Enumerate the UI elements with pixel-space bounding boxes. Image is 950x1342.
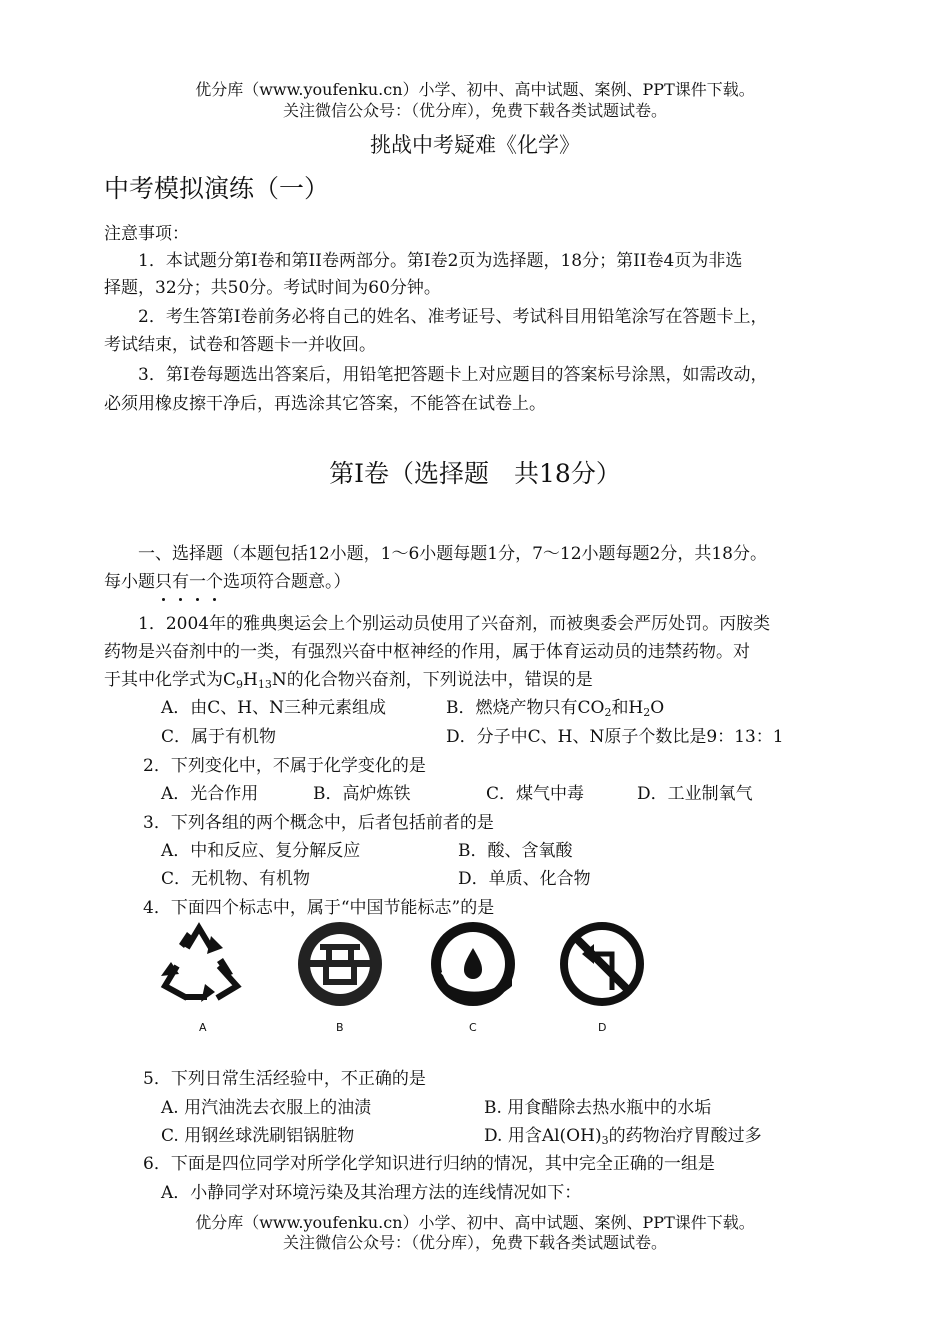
q5-option-b: B. 用食醋除去热水瓶中的水垢 xyxy=(484,1098,712,1118)
instructions-line-1: 一、选择题（本题包括12小题，1～6小题每题1分，7～12小题每题2分，共18分。 xyxy=(138,544,767,564)
part-title: 第I卷（选择题 共18分） xyxy=(329,459,621,488)
q3-option-b: B．酸、含氧酸 xyxy=(458,841,573,861)
q5-option-c: C. 用钢丝球洗刷铝锅脏物 xyxy=(161,1126,355,1146)
logo-label-a: A xyxy=(199,1021,207,1034)
note-2a: 2．考生答第I卷前务必将自己的姓名、准考证号、考试科目用铅笔涂写在答题卡上， xyxy=(138,307,768,327)
recycle-icon xyxy=(157,918,245,1008)
note-1a: 1．本试题分第I卷和第II卷两部分。第I卷2页为选择题，18分；第II卷4页为非选 xyxy=(138,251,743,271)
q3-option-d: D．单质、化合物 xyxy=(458,869,591,889)
q1-option-b: B．燃烧产物只有$CO_2$和$H_2O$ xyxy=(446,698,665,719)
q4-stem: 4．下面四个标志中，属于“中国节能标志”的是 xyxy=(143,898,495,918)
q5-option-a: A. 用汽油洗去衣服上的油渍 xyxy=(161,1098,372,1118)
q1-line-1: 1．2004年的雅典奥运会上个别运动员使用了兴奋剂，而被奥委会严厉处罚。丙胺类 xyxy=(138,614,771,634)
q5-stem: 5．下列日常生活经验中，不正确的是 xyxy=(143,1069,426,1089)
instructions-pre: 每小题 xyxy=(104,572,155,592)
q6-option-a: A．小静同学对环境污染及其治理方法的连线情况如下： xyxy=(161,1183,582,1203)
instructions-post: 选项符合题意。） xyxy=(223,572,351,592)
q3-stem: 3．下列各组的两个概念中，后者包括前者的是 xyxy=(143,813,494,833)
note-1b: 择题，32分；共50分。考试时间为60分钟。 xyxy=(104,278,441,298)
note-3b: 必须用橡皮擦干净后，再选涂其它答案，不能答在试卷上。 xyxy=(104,394,546,414)
q2-option-b: B．高炉炼铁 xyxy=(313,784,411,804)
book-title: 挑战中考疑难《化学》 xyxy=(370,133,580,157)
header-line-2: 关注微信公众号：（优分库），免费下载各类试题试卷。 xyxy=(282,101,667,120)
q1-line-3: 于其中化学式为$C_9H_{13}N$的化合物兴奋剂，下列说法中，错误的是 xyxy=(104,670,593,691)
notes-label: 注意事项： xyxy=(104,224,189,244)
q1-option-c: C．属于有机物 xyxy=(161,727,277,747)
emphasis-char: 一 xyxy=(189,567,206,592)
emphasis-char: 只 xyxy=(155,567,172,592)
emphasis-char: 有 xyxy=(172,567,189,592)
q6-stem: 6．下面是四位同学对所学化学知识进行归纳的情况，其中完全正确的一组是 xyxy=(143,1154,715,1174)
water-saving-icon xyxy=(428,920,518,1008)
note-2b: 考试结束，试卷和答题卡一并收回。 xyxy=(104,335,376,355)
emphasis-char: 个 xyxy=(206,567,223,592)
header-line-1: 优分库（www.youfenku.cn）小学、初中、高中试题、案例、PPT课件下载。 xyxy=(195,80,755,99)
q2-option-d: D．工业制氧气 xyxy=(637,784,753,804)
footer-line-1: 优分库（www.youfenku.cn）小学、初中、高中试题、案例、PPT课件下载。 xyxy=(195,1213,755,1232)
footer-line-2: 关注微信公众号：（优分库），免费下载各类试题试卷。 xyxy=(282,1233,667,1252)
q2-stem: 2．下列变化中，不属于化学变化的是 xyxy=(143,756,426,776)
q3-option-a: A．中和反应、复分解反应 xyxy=(161,841,361,861)
note-3a: 3．第I卷每题选出答案后，用铅笔把答题卡上对应题目的答案标号涂黑，如需改动， xyxy=(138,365,768,385)
q3-option-c: C．无机物、有机物 xyxy=(161,869,311,889)
logo-label-c: C xyxy=(469,1021,477,1034)
instructions-line-2 xyxy=(104,567,351,592)
q1-option-d: D．分子中C、H、N原子个数比是9：13：1 xyxy=(446,727,784,747)
logo-label-d: D xyxy=(598,1021,607,1034)
q1-line-2: 药物是兴奋剂中的一类，有强烈兴奋中枢神经的作用，属于体育运动员的违禁药物。对 xyxy=(104,642,750,662)
energy-saving-icon xyxy=(296,920,384,1008)
section-title: 中考模拟演练（一） xyxy=(104,174,330,203)
no-turn-sign-icon xyxy=(558,920,646,1008)
q1-option-a: A．由C、H、N三种元素组成 xyxy=(161,698,386,718)
q5-option-d: D. 用含$Al(OH)_3$的药物治疗胃酸过多 xyxy=(484,1126,762,1147)
q2-option-c: C．煤气中毒 xyxy=(486,784,585,804)
instructions-emphasis xyxy=(155,572,223,592)
q2-option-a: A．光合作用 xyxy=(161,784,259,804)
logo-label-b: B xyxy=(336,1021,344,1034)
